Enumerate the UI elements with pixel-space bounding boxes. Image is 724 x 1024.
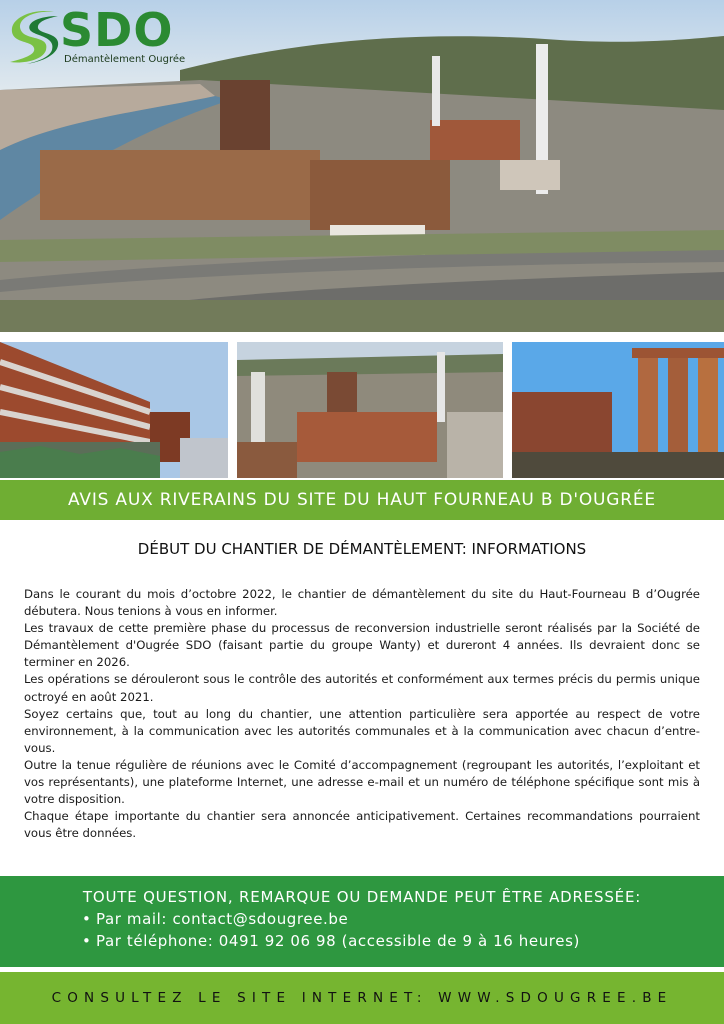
photo-building [0,342,228,478]
logo-wordmark: SDO [60,3,174,57]
bullet-icon: • [82,910,92,928]
photo-site-aerial [237,342,503,478]
sdo-swoosh-icon [6,6,66,66]
sdo-logo [6,3,186,66]
section-subtitle: DÉBUT DU CHANTIER DE DÉMANTÈLEMENT: INFORMATIONS [137,540,587,558]
contact-mail[interactable]: Par mail: contact@sdougree.be [96,910,349,928]
building-illustration [0,342,228,478]
hero-aerial-photo [0,0,724,332]
paragraph: Les travaux de cette première phase du processus de reconversion industrielle seront réalisés par la Société de Démantèlement d'Ougrée SDO (faisant partie du groupe Wanty) et dureront 4 années. Ils devraient donc se terminer en 2026. [24,621,700,670]
paragraph: Soyez certains que, tout au long du chantier, une attention particulière sera apportée au respect de votre environnement, à la communication avec les autorités communales et à la communication avec chacun d’entre-vous. [24,706,700,755]
paragraph: Les opérations se dérouleront sous le contrôle des autorités et conformément aux termes précis du permis unique octroyé en août 2021. [24,672,700,704]
contact-phone-item [82,932,580,950]
furnace-illustration [512,342,724,478]
banner-title: AVIS AUX RIVERAINS DU SITE DU HAUT FOURNEAU B D'OUGRÉE [0,480,724,520]
photo-furnace [512,342,724,478]
contact-heading: TOUTE QUESTION, REMARQUE OU DEMANDE PEUT ÊTRE ADRESSÉE: [82,888,642,906]
paragraph: Chaque étape importante du chantier sera annoncée anticipativement. Certaines recommandations pourraient vous être données. [24,809,700,841]
logo-subtitle: Démantèlement Ougrée [64,54,186,65]
site-illustration [237,342,503,478]
footer-website[interactable]: CONSULTEZ LE SITE INTERNET: WWW.SDOUGREE.BE [0,972,724,1024]
paragraph: Dans le courant du mois d’octobre 2022, le chantier de démantèlement du site du Haut-Fourneau B d’Ougrée débutera. Nous tenions à vous en informer. [24,587,700,619]
bullet-icon: • [82,932,92,950]
paragraph: Outre la tenue régulière de réunions avec le Comité d’accompagnement (regroupant les autorités, l’exploitant et vos représentants), une plateforme Internet, une adresse e-mail et un numéro de téléphone spécifique sont mis à votre disposition. [24,757,700,807]
contact-phone[interactable]: Par téléphone: 0491 92 06 98 (accessible de 9 à 16 heures) [96,932,580,950]
contact-mail-item [82,910,348,928]
contact-section [0,876,724,967]
notice-body [24,586,700,842]
